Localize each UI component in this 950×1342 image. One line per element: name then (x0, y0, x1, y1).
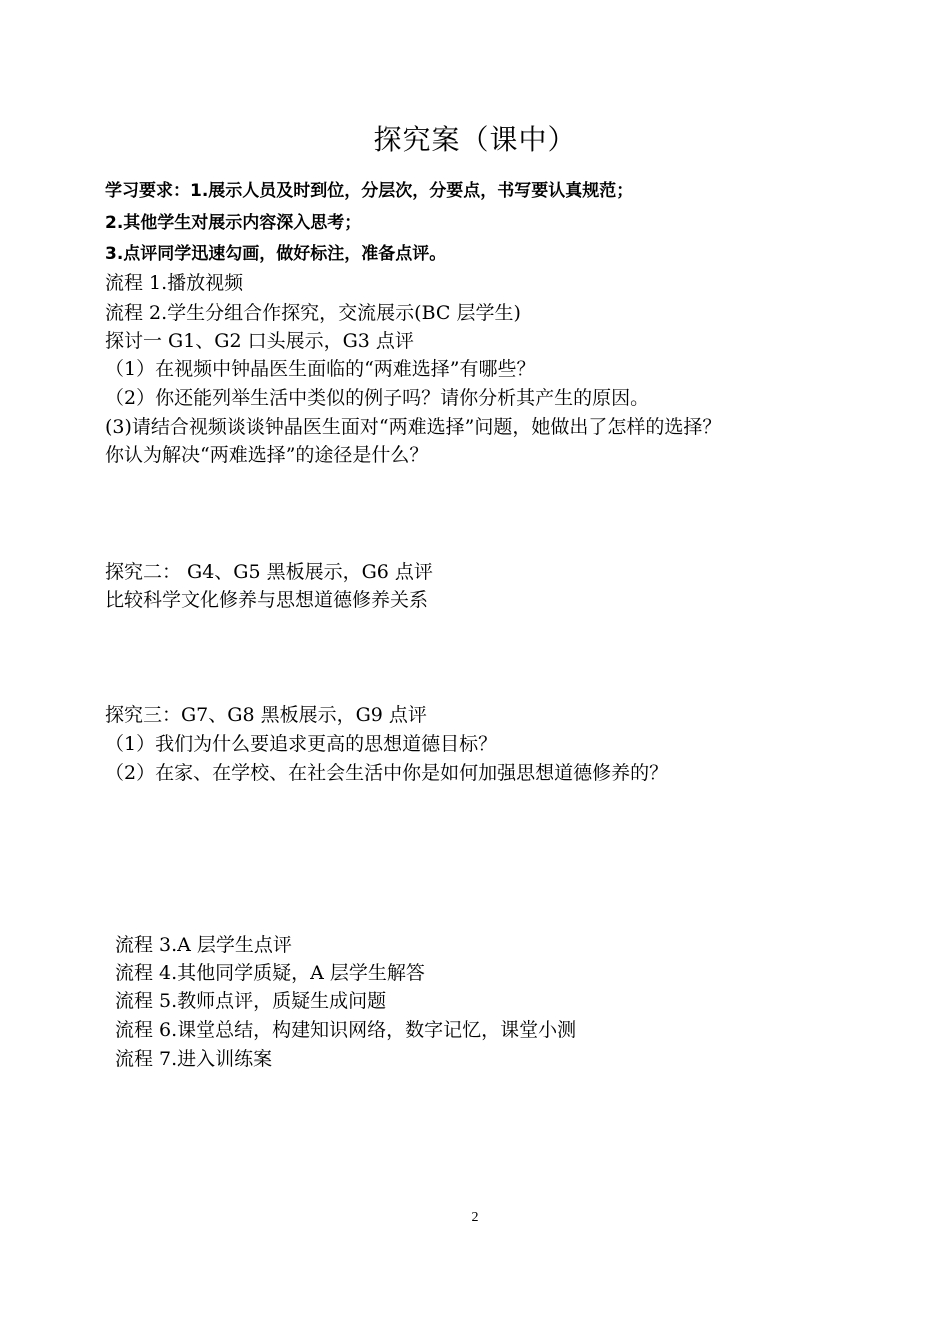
inquiry3-heading: 探究三：G7、G8 黑板展示，G9 点评 (105, 704, 427, 726)
flow-step-6: 流程 6.课堂总结，构建知识网络，数字记忆，课堂小测 (115, 1019, 577, 1041)
flow-step-1: 流程 1.播放视频 (105, 272, 244, 294)
requirement-line-2: 2.其他学生对展示内容深入思考； (105, 213, 362, 233)
inquiry3-question-2: （2）在家、在学校、在社会生活中你是如何加强思想道德修养的？ (105, 762, 669, 784)
page-number: 2 (471, 1210, 479, 1225)
inquiry1-question-2: （2）你还能列举生活中类似的例子吗？请你分析其产生的原因。 (105, 387, 650, 409)
inquiry2-heading: 探究二： G4、G5 黑板展示，G6 点评 (105, 561, 433, 583)
inquiry1-question-3-cont: 你认为解决“两难选择”的途径是什么？ (105, 444, 429, 466)
inquiry1-question-3: (3)请结合视频谈谈钟晶医生面对“两难选择”问题，她做出了怎样的选择？ (105, 416, 722, 438)
requirement-line-3: 3.点评同学迅速勾画，做好标注，准备点评。 (105, 244, 447, 264)
inquiry3-question-1: （1）我们为什么要追求更高的思想道德目标？ (105, 733, 498, 755)
inquiry1-question-1: （1）在视频中钟晶医生面临的“两难选择”有哪些？ (105, 358, 536, 380)
flow-step-3: 流程 3.A 层学生点评 (115, 934, 292, 956)
inquiry2-text: 比较科学文化修养与思想道德修养关系 (105, 589, 429, 611)
requirement-line-1: 学习要求：1.展示人员及时到位，分层次，分要点，书写要认真规范； (105, 181, 634, 201)
inquiry1-heading: 探讨一 G1、G2 口头展示，G3 点评 (105, 330, 414, 352)
page-title: 探究案（课中） (373, 123, 577, 156)
flow-step-7: 流程 7.进入训练案 (115, 1048, 273, 1070)
flow-step-2: 流程 2.学生分组合作探究，交流展示(BC 层学生) (105, 302, 521, 324)
flow-step-5: 流程 5.教师点评，质疑生成问题 (115, 990, 387, 1012)
flow-step-4: 流程 4.其他同学质疑，A 层学生解答 (115, 962, 425, 984)
